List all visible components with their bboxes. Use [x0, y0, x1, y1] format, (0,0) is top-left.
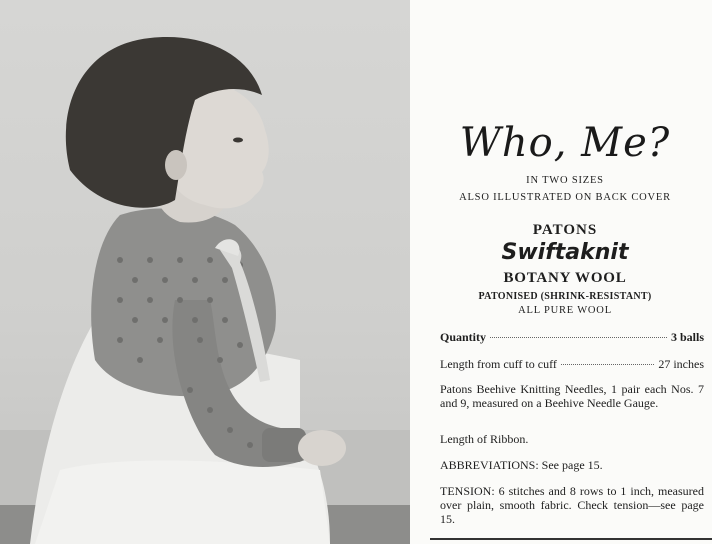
- quantity-value: 3 balls: [670, 330, 704, 344]
- needles-paragraph: Patons Beehive Knitting Needles, 1 pair each Nos. 7 and 9, measured on a Beehive Needle Gauge.: [440, 382, 704, 410]
- length-row: [440, 357, 704, 372]
- length-label: Length from cuff to cuff: [440, 357, 557, 371]
- wool-type: BOTANY WOOL: [503, 270, 627, 286]
- quantity-label: Quantity: [440, 330, 487, 344]
- dot-leader: [490, 337, 667, 338]
- dot-leader: [561, 364, 654, 365]
- bottom-rule: [430, 538, 712, 540]
- product-name: Swiftaknit: [501, 240, 629, 265]
- brand-name: PATONS: [532, 222, 598, 238]
- pattern-info-column: [430, 0, 712, 544]
- pattern-title: Who, Me?: [459, 120, 671, 166]
- tension-paragraph: TENSION: 6 stitches and 8 rows to 1 inch, measured over plain, smooth fabric. Check tension—see page 15.: [440, 484, 704, 526]
- abbreviations-paragraph: ABBREVIATIONS: See page 15.: [440, 458, 603, 472]
- ribbon-paragraph: Length of Ribbon.: [440, 432, 529, 446]
- pure-wool-note: ALL PURE WOOL: [518, 305, 612, 316]
- sizes-note: IN TWO SIZES: [526, 175, 604, 186]
- quantity-row: [440, 330, 704, 345]
- patonised-note: PATONISED (SHRINK-RESISTANT): [478, 291, 652, 302]
- length-value: 27 inches: [658, 357, 704, 371]
- back-cover-note: ALSO ILLUSTRATED ON BACK COVER: [459, 192, 671, 203]
